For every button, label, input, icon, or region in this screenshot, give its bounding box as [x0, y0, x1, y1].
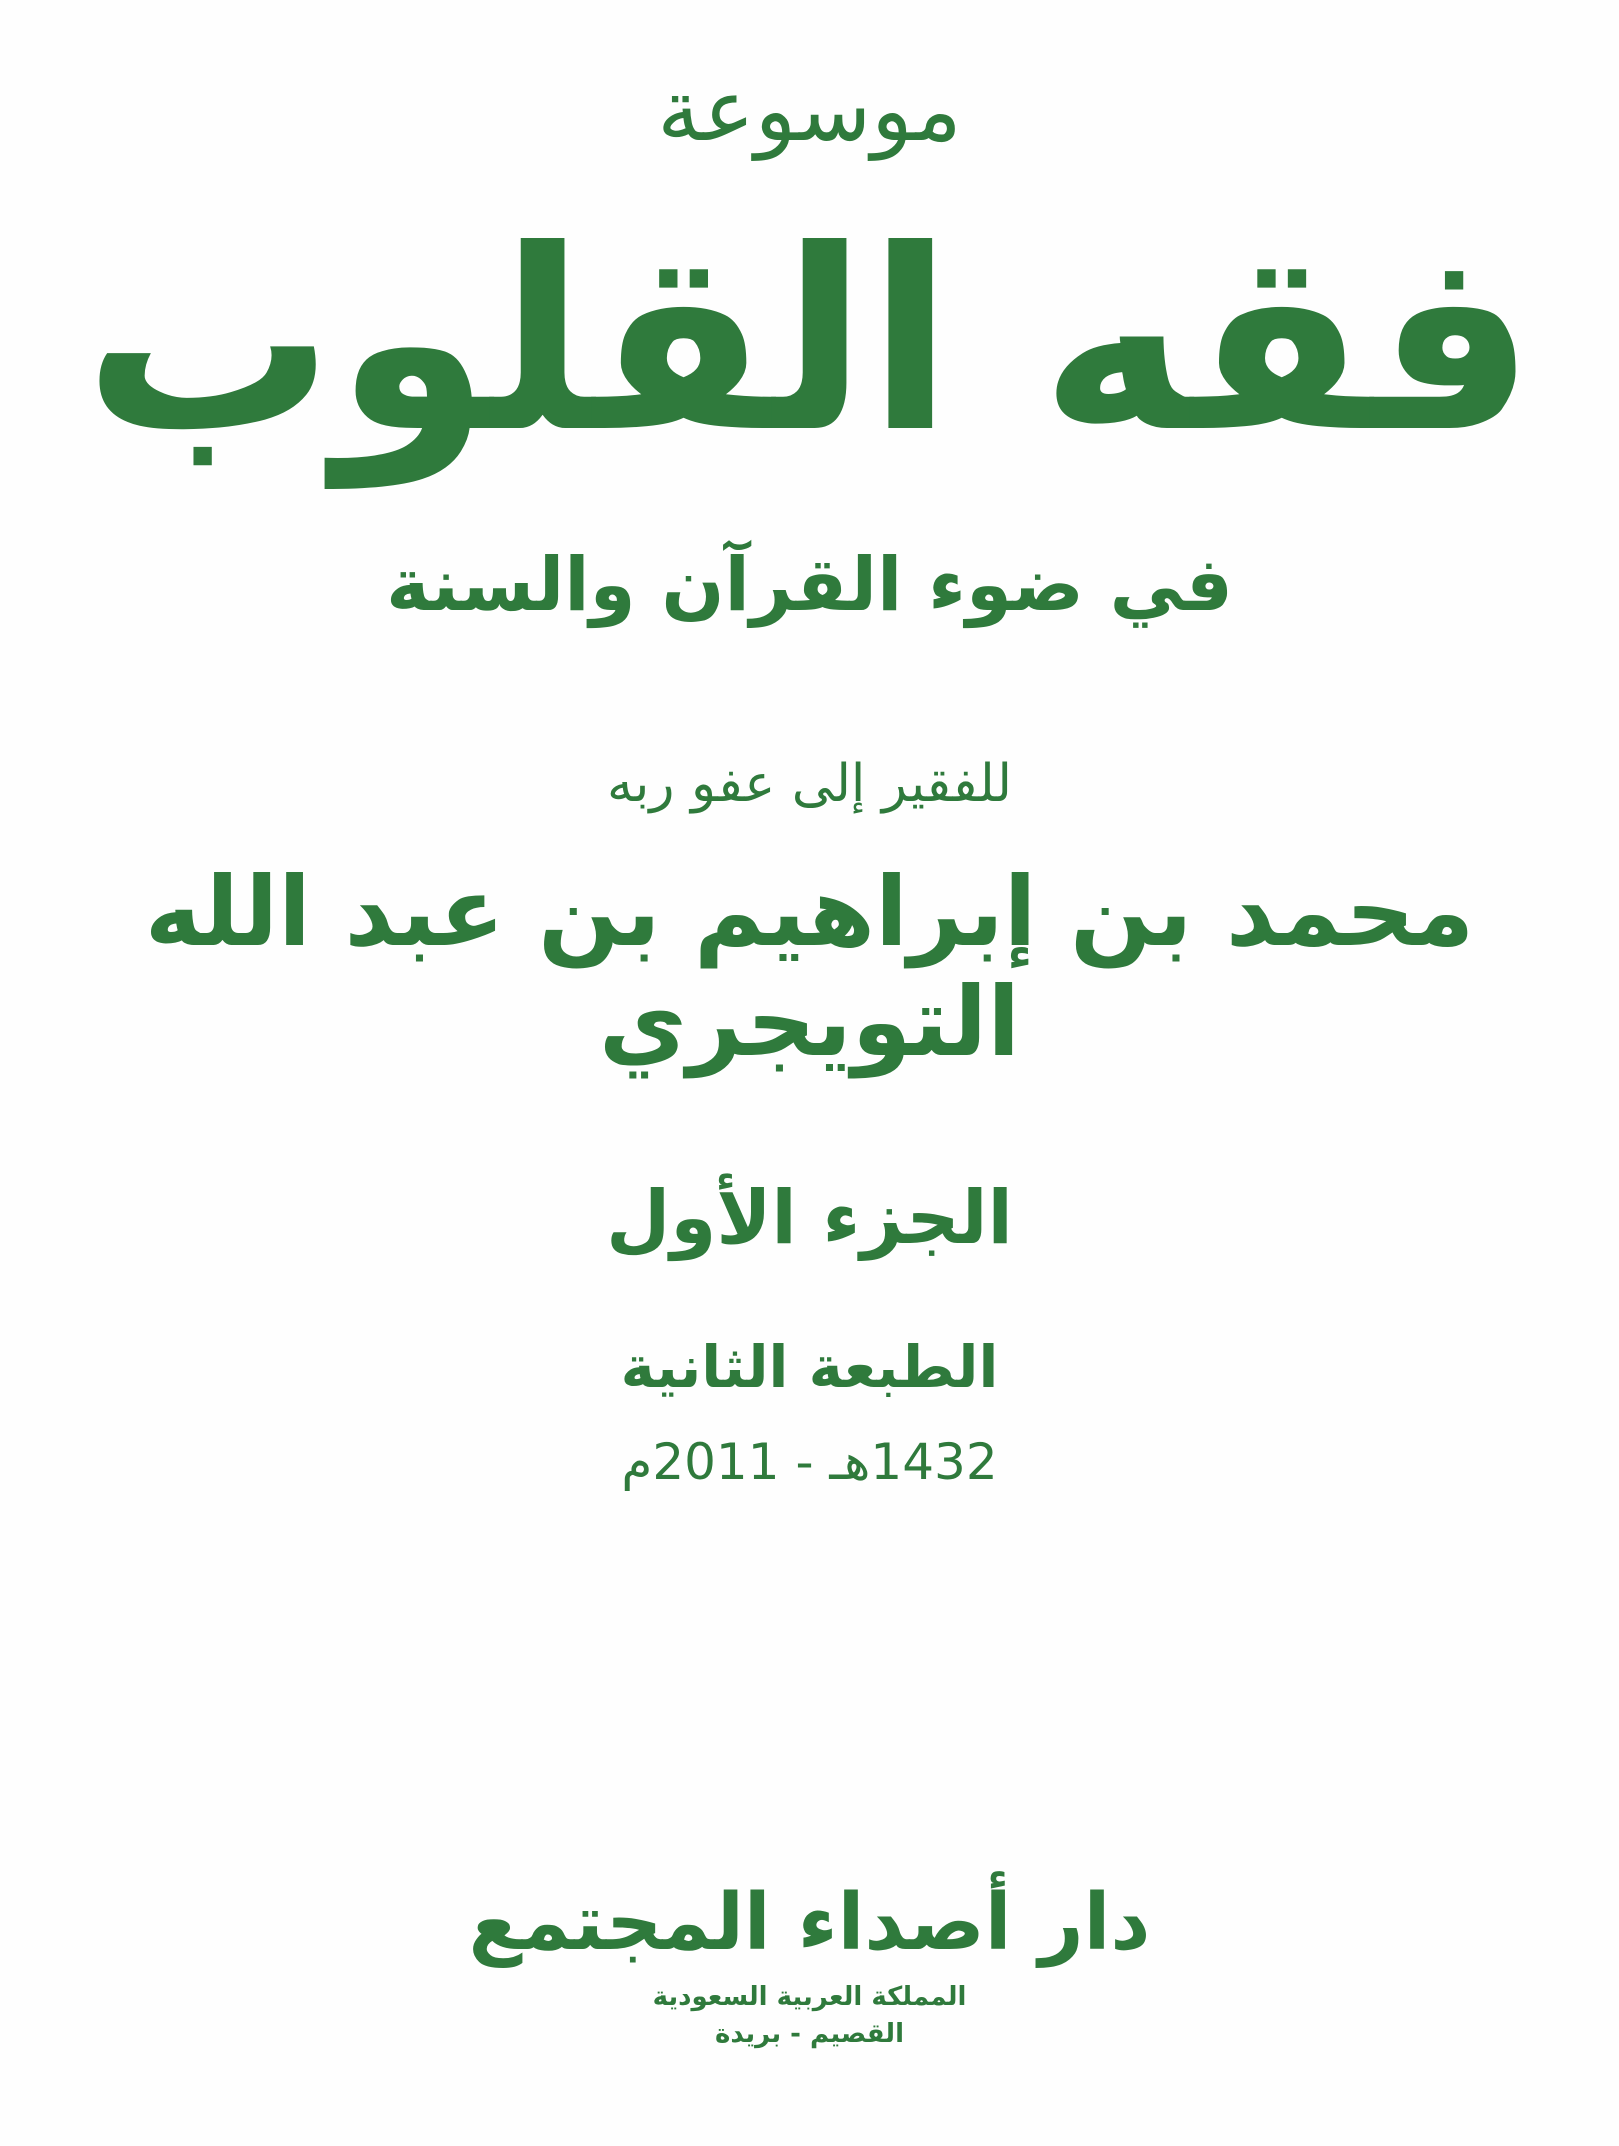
publisher-address-line-1: المملكة العربية السعودية	[652, 1981, 967, 2012]
subtitle: في ضوء القرآن والسنة	[386, 542, 1233, 629]
page-title: فقه القلوب	[83, 196, 1536, 488]
volume-label: الجزء الأول	[606, 1174, 1013, 1261]
publication-year: 1432هـ - 2011م	[621, 1433, 998, 1492]
publisher-block	[0, 1877, 1619, 2054]
author-name: محمد بن إبراهيم بن عبد الله التويجري	[144, 855, 1475, 1079]
publisher-logo: دار أصداء المجتمع	[468, 1877, 1151, 1968]
publisher-address-line-2: القصيم - بريدة	[715, 2019, 904, 2050]
author-prefix: للفقير إلى عفو ربه	[607, 754, 1012, 815]
publisher-address	[653, 1979, 967, 2054]
series-label: موسوعة	[657, 61, 962, 161]
edition-label: الطبعة الثانية	[620, 1332, 999, 1401]
